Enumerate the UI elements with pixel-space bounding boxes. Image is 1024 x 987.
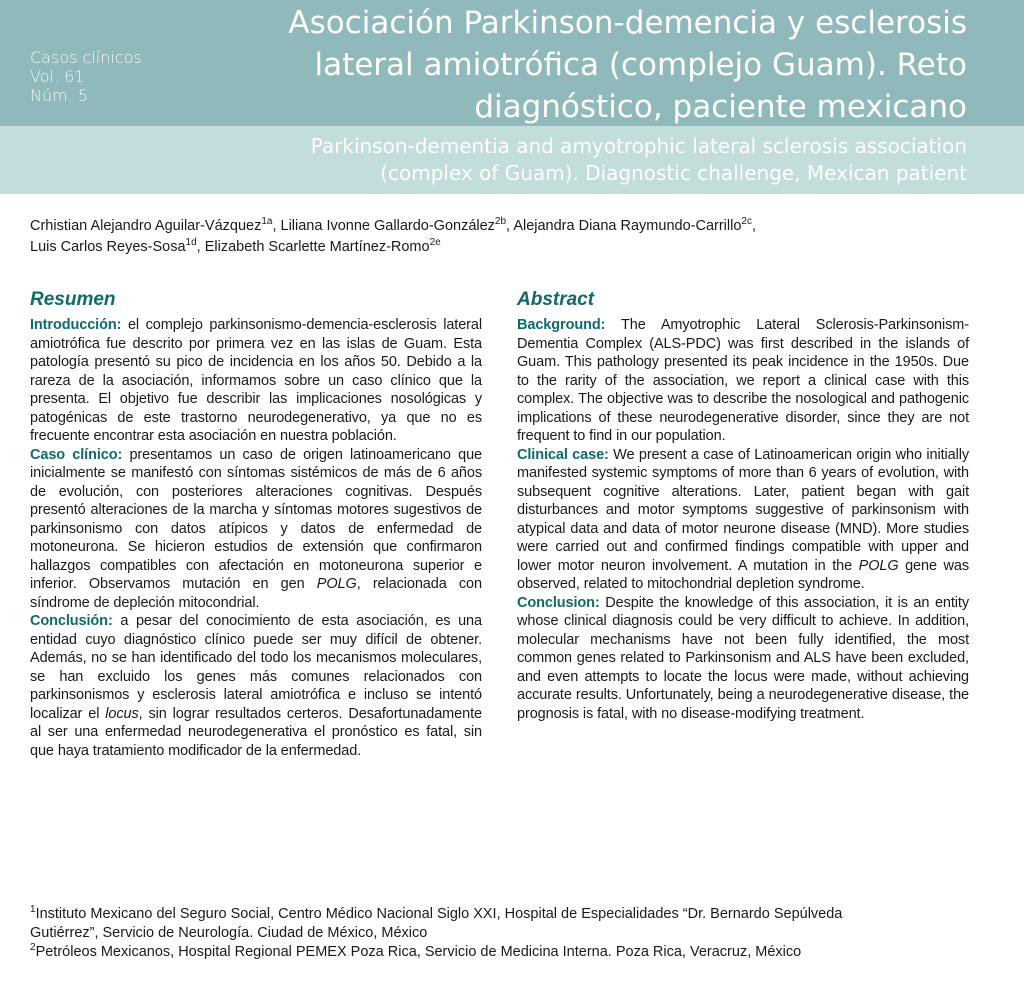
resumen-intro-text: el complejo parkinsonismo-demencia-esclerosis lateral amiotrófica fue descrito por primera vez en las islas de Guam. Esta patología presentó su pico de incidencia en los años 50. Debido a la rareza de la asociación, informamos sobre un caso clínico que la presenta. El objetivo fue describir las implicaciones nosológicas y patogénicas de este trastorno neurodegenerativo, ya que no es frecuente encontrar esta asociación en nuestra población. [30, 317, 482, 444]
title-english-line: Parkinson-dementia and amyotrophic lateral sclerosis association [310, 134, 967, 158]
resumen-locus-term: locus [105, 705, 139, 722]
abstract-case-text-end: gene was observed, related to mitochondrial depletion syndrome. [517, 557, 969, 592]
footnote-number: 1 [30, 904, 36, 916]
author-affiliation: 2e [429, 237, 441, 249]
author-affiliation: 2b [494, 216, 507, 228]
abstract-background [517, 316, 969, 446]
resumen-concl-text-end: , sin lograr resultados certeros. Desafortunadamente al ser una enfermedad neurodegenerativa el pronóstico es fatal, sin que haya tratamiento modificador de la enfermedad. [30, 705, 482, 759]
resumen-case-text: presentamos un caso de origen latinoamericano que inicialmente se manifestó con síntomas sistémicos de más de 6 años de evolución, con posteriores alteraciones cognitivas. Después presentó alteraciones de la marcha y síntomas motores sugestivos de parkinsonismo con datos atípicos y datos de enfermedad de motoneurona. Se hicieron estudios de extensión que confirmaron hallazgos compatibles con afectación en motoneurona superior e inferior. Observamos mutación en gen [30, 446, 482, 592]
resumen-case-label: Caso clínico: [30, 446, 123, 463]
footnote-line [30, 905, 980, 924]
author-affiliation: 1d [185, 237, 197, 249]
footnote-text: Gutiérrez”, Servicio de Neurología. Ciudad de México, México [30, 925, 428, 941]
title-spanish-line: diagnóstico, paciente mexicano [474, 89, 967, 125]
abstract-bg-text: The Amyotrophic Lateral Sclerosis-Parkinsonism-Dementia Complex (ALS-PDC) was first described in the islands of Guam. This pathology presented its peak incidence in the 1950s. Due to the rarity of the association, we report a clinical case with this complex. The objective was to describe the nosological and pathogenic implications of these neurodegenerative disorder, since they are not frequent to find in our population. [517, 317, 969, 444]
author-list [30, 216, 990, 258]
footnote-text: Instituto Mexicano del Seguro Social, Centro Médico Nacional Siglo XXI, Hospital de Especialidades “Dr. Bernardo Sepúlveda [35, 906, 843, 922]
footnote-line [30, 924, 980, 943]
resumen-intro-label: Introducción: [30, 317, 122, 333]
author-line: Crhistian Alejandro Aguilar-Vázquez$^{1a}$, Liliana Ivonne Gallardo-González$^{2b}$, Alejandra Diana Raymundo-Carrillo$^{2c}$, [30, 216, 756, 234]
title-spanish [187, 2, 967, 128]
footnote-number: 2 [30, 942, 36, 954]
author-name: Elizabeth Scarlette Martínez-Romo [204, 239, 430, 255]
author-affiliation: 1a [261, 216, 273, 228]
header-band [0, 0, 1024, 126]
author-name: Luis Carlos Reyes-Sosa [30, 239, 186, 255]
abstract-concl-text: Despite the knowledge of this association, it is an entity whose clinical diagnosis could be very difficult to achieve. In addition, molecular mechanisms have not been fully identified, the most common genes related to Parkinsonism and ALS have been excluded, and even attempts to locate the locus were made, without achieving accurate results. Unfortunately, being a neurodegenerative disease, the prognosis is fatal, with no disease-modifying treatment. [517, 594, 969, 722]
journal-number: Núm. 5 [30, 86, 89, 105]
abstract-concl-label: Conclusion: [517, 594, 600, 611]
author-line: Luis Carlos Reyes-Sosa$^{1d}$, Elizabeth Scarlette Martínez-Romo$^{2e}$ [30, 237, 441, 255]
resumen-caso-clinico [30, 446, 482, 613]
journal-section: Casos clínicos [30, 48, 142, 67]
abstract-case-text: We present a case of Latinoamerican origin who initially manifested systemic symptoms of more than 6 years of evolution, with subsequent cognitive alterations. Later, patient began with gait disturbances and motor symptoms suggestive of parkinsonism with atypical data and data of motor neurone disease (MND). More studies were carried out and confirmed findings compatible with upper and lower motor neuron involvement. A mutation in the [517, 446, 969, 574]
resumen-case-text-end: , relacionada con síndrome de depleción mitocondrial. [30, 576, 482, 611]
abstract-clinical-case [517, 446, 969, 594]
abstract-heading: Abstract [517, 289, 595, 310]
resumen-concl-label: Conclusión: [30, 613, 113, 629]
author-name: Crhistian Alejandro Aguilar-Vázquez [30, 218, 262, 234]
resumen-heading: Resumen [30, 289, 116, 310]
abstract-case-label: Clinical case: [517, 446, 609, 463]
author-affiliation: 2c [741, 216, 752, 228]
author-name: Alejandra Diana Raymundo-Carrillo [513, 218, 742, 234]
resumen-column [30, 289, 482, 760]
subtitle-band [0, 126, 1024, 194]
journal-volume: Vol. 61 [30, 67, 85, 86]
journal-meta [30, 48, 142, 105]
resumen-conclusion [30, 612, 482, 760]
abstract-conclusion [517, 594, 969, 724]
title-spanish-line: Asociación Parkinson-demencia y esclerosis [288, 5, 967, 41]
footnote-line [30, 943, 980, 962]
title-english [67, 133, 967, 187]
abstract-column [517, 289, 969, 723]
footnote-text: Petróleos Mexicanos, Hospital Regional PEMEX Poza Rica, Servicio de Medicina Interna. Poza Rica, Veracruz, México [35, 944, 802, 960]
resumen-concl-text: a pesar del conocimiento de esta asociación, es una entidad cuyo diagnóstico clínico puede ser muy difícil de obtener. Además, no se han identificado del todo los mecanismos moleculares, se han excluido los genes más comunes relacionados con parkinsonismos y esclerosis lateral amiotrófica e incluso se intentó localizar el [30, 613, 482, 722]
resumen-introduccion [30, 316, 482, 446]
resumen-gene-name: POLG [316, 576, 357, 592]
author-name: Liliana Ivonne Gallardo-González [280, 218, 495, 234]
abstract-gene-name: POLG [858, 557, 899, 574]
affiliation-footnotes [30, 905, 980, 962]
title-spanish-line: lateral amiotrófica (complejo Guam). Reto [314, 47, 967, 83]
abstract-bg-label: Background: [517, 317, 606, 333]
title-english-line: (complex of Guam). Diagnostic challenge, Mexican patient [380, 161, 967, 185]
